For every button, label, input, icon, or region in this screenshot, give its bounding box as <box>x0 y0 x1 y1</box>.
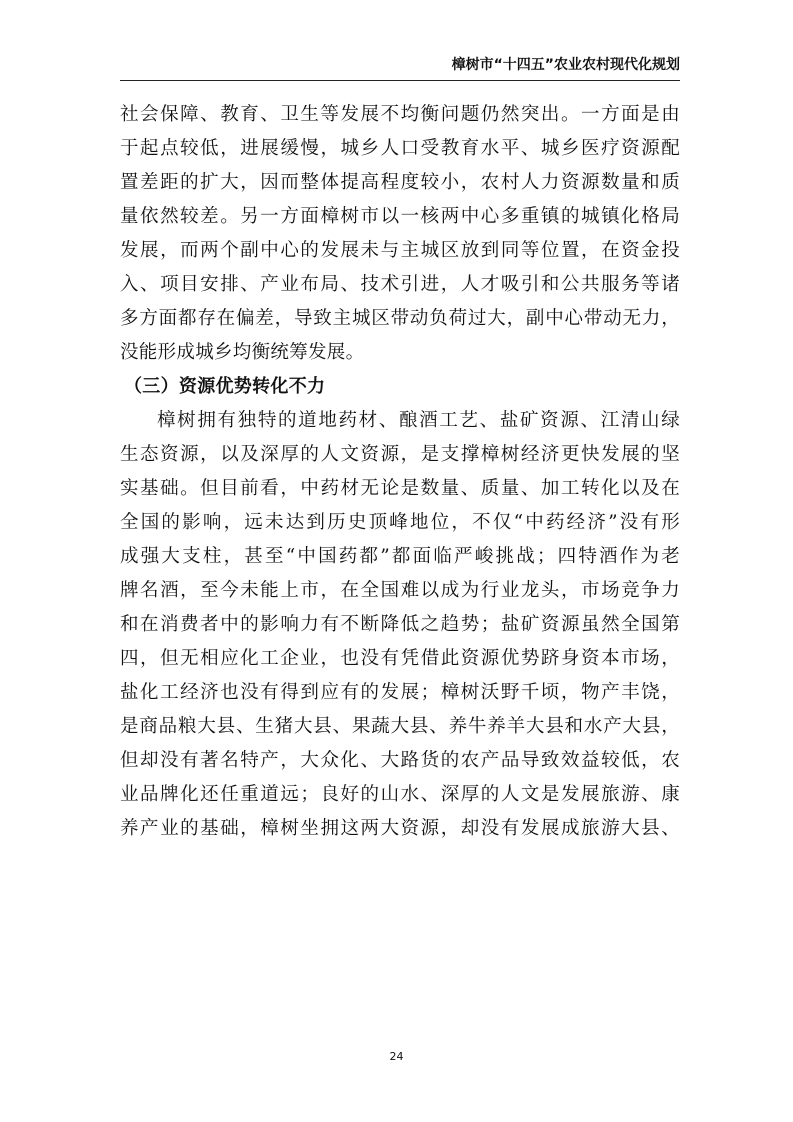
paragraph-line: 实基础。但目前看，中药材无论是数量、质量、加工转化以及在 <box>120 478 680 499</box>
paragraph-line: 入、项目安排、产业布局、技术引进，人才吸引和公共服务等诸 <box>120 274 680 295</box>
paragraph-line: 没能形成城乡均衡统筹发展。 <box>120 342 365 363</box>
paragraph-line: 成强大支柱，甚至“中国药都”都面临严峻挑战；四特酒作为老 <box>120 546 680 567</box>
page-number: 24 <box>389 1050 404 1063</box>
paragraph-line: 四，但无相应化工企业，也没有凭借此资源优势跻身资本市场， <box>120 648 680 669</box>
paragraph-line: 养产业的基础，樟树坐拥这两大资源，却没有发展成旅游大县、 <box>120 818 680 839</box>
running-header: 樟树市“十四五”农业农村现代化规划 <box>451 57 680 73</box>
section-heading: （三）资源优势转化不力 <box>124 376 326 397</box>
paragraph-line: 发展，而两个副中心的发展未与主城区放到同等位置，在资金投 <box>120 240 680 261</box>
paragraph-line: 全国的影响，远未达到历史顶峰地位，不仅“中药经济”没有形 <box>120 512 680 533</box>
paragraph-line: 樟树拥有独特的道地药材、酿酒工艺、盐矿资源、江清山绿 <box>157 410 680 431</box>
paragraph-line: 牌名酒，至今未能上市，在全国难以成为行业龙头，市场竞争力 <box>120 580 680 601</box>
body-text <box>120 98 680 846</box>
paragraph-line: 和在消费者中的影响力有不断降低之趋势；盐矿资源虽然全国第 <box>120 614 680 635</box>
paragraph-line: 但却没有著名特产，大众化、大路货的农产品导致效益较低，农 <box>120 750 680 771</box>
paragraph-line: 量依然较差。另一方面樟树市以一核两中心多重镇的城镇化格局 <box>120 206 680 227</box>
paragraph-line: 于起点较低，进展缓慢，城乡人口受教育水平、城乡医疗资源配 <box>120 138 680 159</box>
paragraph-line: 盐化工经济也没有得到应有的发展；樟树沃野千顷，物产丰饶， <box>120 682 680 703</box>
header-divider <box>120 80 680 81</box>
paragraph-line: 多方面都存在偏差，导致主城区带动负荷过大，副中心带动无力， <box>120 308 680 329</box>
paragraph-line: 是商品粮大县、生猪大县、果蔬大县、养牛养羊大县和水产大县， <box>120 716 680 737</box>
paragraph-line: 生态资源，以及深厚的人文资源，是支撑樟树经济更快发展的坚 <box>120 444 680 465</box>
paragraph-line: 业品牌化还任重道远；良好的山水、深厚的人文是发展旅游、康 <box>120 784 680 805</box>
paragraph-line: 置差距的扩大，因而整体提高程度较小，农村人力资源数量和质 <box>120 172 680 193</box>
paragraph-line: 社会保障、教育、卫生等发展不均衡问题仍然突出。一方面是由 <box>120 104 680 125</box>
